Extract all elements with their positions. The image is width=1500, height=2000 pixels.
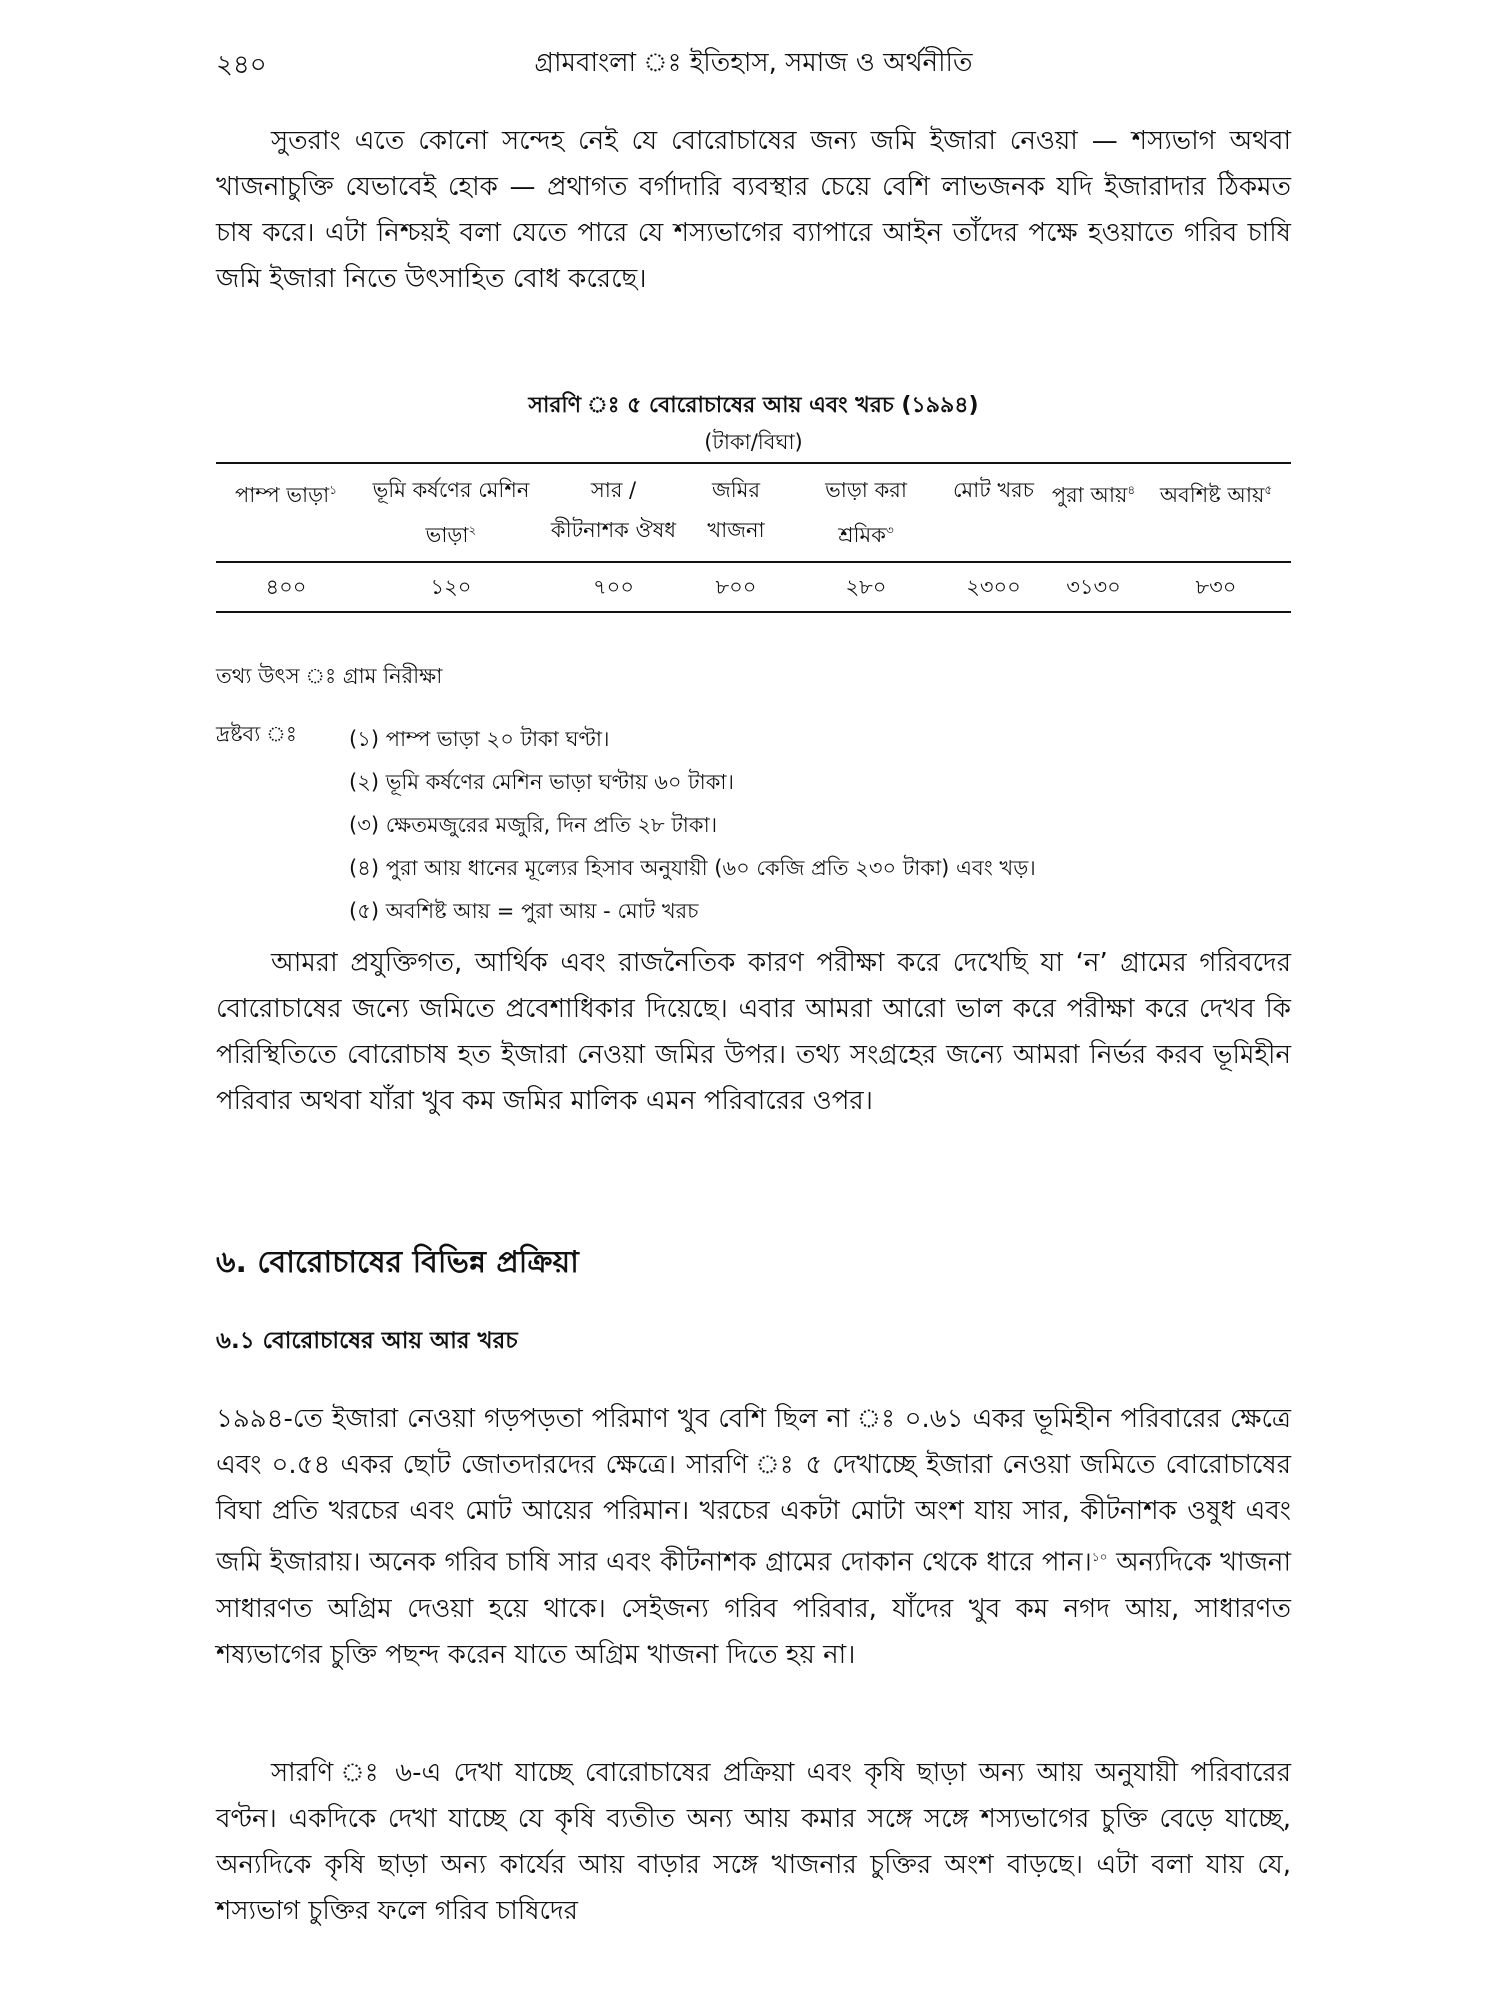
note-item: (২) ভূমি কর্ষণের মেশিন ভাড়া ঘণ্টায় ৬০ টাকা। xyxy=(349,770,734,794)
section-heading: ৬. বোরোচাষের বিভিন্ন প্রক্রিয়া xyxy=(216,1245,579,1280)
page-number: ২৪০ xyxy=(216,50,267,80)
footnote-marker: ৩ xyxy=(885,523,894,537)
paragraph-2: আমরা প্রযুক্তিগত, আর্থিক এবং রাজনৈতিক কারণ পরীক্ষা করে দেখেছি যা ‘ন’ গ্রামের গরিবদের বোরোচাষের জন্যে জমিতে প্রবেশাধিকার দিয়েছে। এবার আমরা আরো ভাল করে পরীক্ষা করে দেখব কি পরিস্থিতিতে বোরোচাষ হত ইজারা নেওয়া জমির উপর। তথ্য সংগ্রহের জন্যে আমরা নির্ভর করব ভূমিহীন পরিবার অথবা যাঁরা খুব কম জমির মালিক এমন পরিবারের ওপর। xyxy=(216,948,1291,1116)
table-cell: ১২০ xyxy=(356,562,546,612)
table-cell: ৮০০ xyxy=(681,562,791,612)
paragraph-3-part-b: অন্যদিকে খাজনা সাধারণত অগ্রিম দেওয়া হয়ে থাকে। সেইজন্য গরিব পরিবার, যাঁদের খুব কম নগদ আয়, সাধারণত শষ্যভাগের চুক্তি পছন্দ করেন যাতে অগ্রিম খাজনা দিতে হয় না। xyxy=(216,1547,1291,1670)
table-cell: ২৮০ xyxy=(791,562,941,612)
running-title: গ্রামবাংলা ঃ ইতিহাস, সমাজ ও অর্থনীতি xyxy=(534,48,973,78)
data-table xyxy=(216,462,1291,613)
paragraph-3-part-a: ১৯৯৪-তে ইজারা নেওয়া গড়পড়তা পরিমাণ খুব বেশি ছিল না ঃ ০.৬১ একর ভূমিহীন পরিবারের ক্ষেত্রে এবং ০.৫৪ একর ছোট জোতদারদের ক্ষেত্রে। সারণি ঃ ৫ দেখাচ্ছে ইজারা নেওয়া জমিতে বোরোচাষের বিঘা প্রতি খরচের এবং মোট আয়ের পরিমান। খরচের একটা মোটা অংশ যায় সার, কীটনাশক ওষুধ এবং জমি ইজারায়। অনেক গরিব চাষি সার এবং কীটনাশক গ্রামের দোকান থেকে ধারে পান। xyxy=(216,1404,1291,1578)
column-header: পুরা আয়$^৪$ xyxy=(1046,463,1141,562)
footnote-marker: ১০ xyxy=(1091,1550,1108,1564)
note-item: (১) পাম্প ভাড়া ২০ টাকা ঘণ্টা। xyxy=(349,727,610,751)
paragraph-4: সারণি ঃ ৬-এ দেখা যাচ্ছে বোরোচাষের প্রক্রিয়া এবং কৃষি ছাড়া অন্য আয় অনুযায়ী পরিবারের বণ্টন। একদিকে দেখা যাচ্ছে যে কৃষি ব্যতীত অন্য আয় কমার সঙ্গে সঙ্গে শস্যভাগের চুক্তি বেড়ে যাচ্ছে, অন্যদিকে কৃষি ছাড়া অন্য কার্যের আয় বাড়ার সঙ্গে খাজনার চুক্তির অংশ বাড়ছে। এটা বলা যায় যে, শস্যভাগ চুক্তির ফলে গরিব চাষিদের xyxy=(216,1758,1291,1926)
table-header-row xyxy=(216,463,1291,562)
column-header: অবশিষ্ট আয়$^৫$ xyxy=(1141,463,1291,562)
note-item: (৫) অবশিষ্ট আয় = পুরা আয় - মোট খরচ xyxy=(349,899,699,923)
column-header: মোট খরচ xyxy=(941,463,1046,562)
paragraph-3 xyxy=(216,1396,1291,1678)
paragraph-4-block xyxy=(216,1750,1291,1934)
table-cell: ৭০০ xyxy=(546,562,681,612)
notes-label: দ্রষ্টব্য ঃ xyxy=(216,722,297,746)
column-header: সার / কীটনাশক ঔষধ xyxy=(546,463,681,562)
page-header xyxy=(216,40,1291,80)
intro-paragraph: সুতরাং এতে কোনো সন্দেহ নেই যে বোরোচাষের জন্য জমি ইজারা নেওয়া — শস্যভাগ অথবা খাজনাচুক্তি যেভাবেই হোক — প্রথাগত বর্গাদারি ব্যবস্থার চেয়ে বেশি লাভজনক যদি ইজারাদার ঠিকমত চাষ করে। এটা নিশ্চয়ই বলা যেতে পারে যে শস্যভাগের ব্যাপারে আইন তাঁদের পক্ষে হওয়াতে গরিব চাষি জমি ইজারা নিতে উৎসাহিত বোধ করেছে। xyxy=(216,126,1291,294)
subsection-heading: ৬.১ বোরোচাষের আয় আর খরচ xyxy=(216,1328,518,1354)
footnote-marker: ৫ xyxy=(1264,483,1273,497)
table-row xyxy=(216,562,1291,612)
column-header: ভূমি কর্ষণের মেশিন ভাড়া$^২$ xyxy=(356,463,546,562)
footnote-marker: ৪ xyxy=(1127,483,1136,497)
column-header: পাম্প ভাড়া$^১$ xyxy=(216,463,356,562)
intro-block xyxy=(216,118,1291,302)
note-item: (৩) ক্ষেতমজুরের মজুরি, দিন প্রতি ২৮ টাকা। xyxy=(349,813,718,837)
table-title: সারণি ঃ ৫ বোরোচাষের আয় এবং খরচ (১৯৯৪) xyxy=(528,393,979,418)
table-cell: ২৩০০ xyxy=(941,562,1046,612)
table-source: তথ্য উৎস ঃ গ্রাম নিরীক্ষা xyxy=(216,664,443,688)
table-cell: ৮৩০ xyxy=(1141,562,1291,612)
table-cell: ৪০০ xyxy=(216,562,356,612)
column-header: জমির খাজনা xyxy=(681,463,791,562)
column-header: ভাড়া করা শ্রমিক$^৩$ xyxy=(791,463,941,562)
table-cell: ৩১৩০ xyxy=(1046,562,1141,612)
paragraph-3-block xyxy=(216,1396,1291,1678)
table-unit: (টাকা/বিঘা) xyxy=(704,430,803,454)
notes-list xyxy=(349,718,1036,933)
note-item: (৪) পুরা আয় ধানের মূল্যের হিসাব অনুযায়ী (৬০ কেজি প্রতি ২৩০ টাকা) এবং খড়। xyxy=(349,856,1036,880)
footnote-marker: ২ xyxy=(468,523,477,537)
income-cost-table xyxy=(216,462,1291,613)
paragraph-2-block xyxy=(216,940,1291,1124)
footnote-marker: ১ xyxy=(329,483,337,497)
